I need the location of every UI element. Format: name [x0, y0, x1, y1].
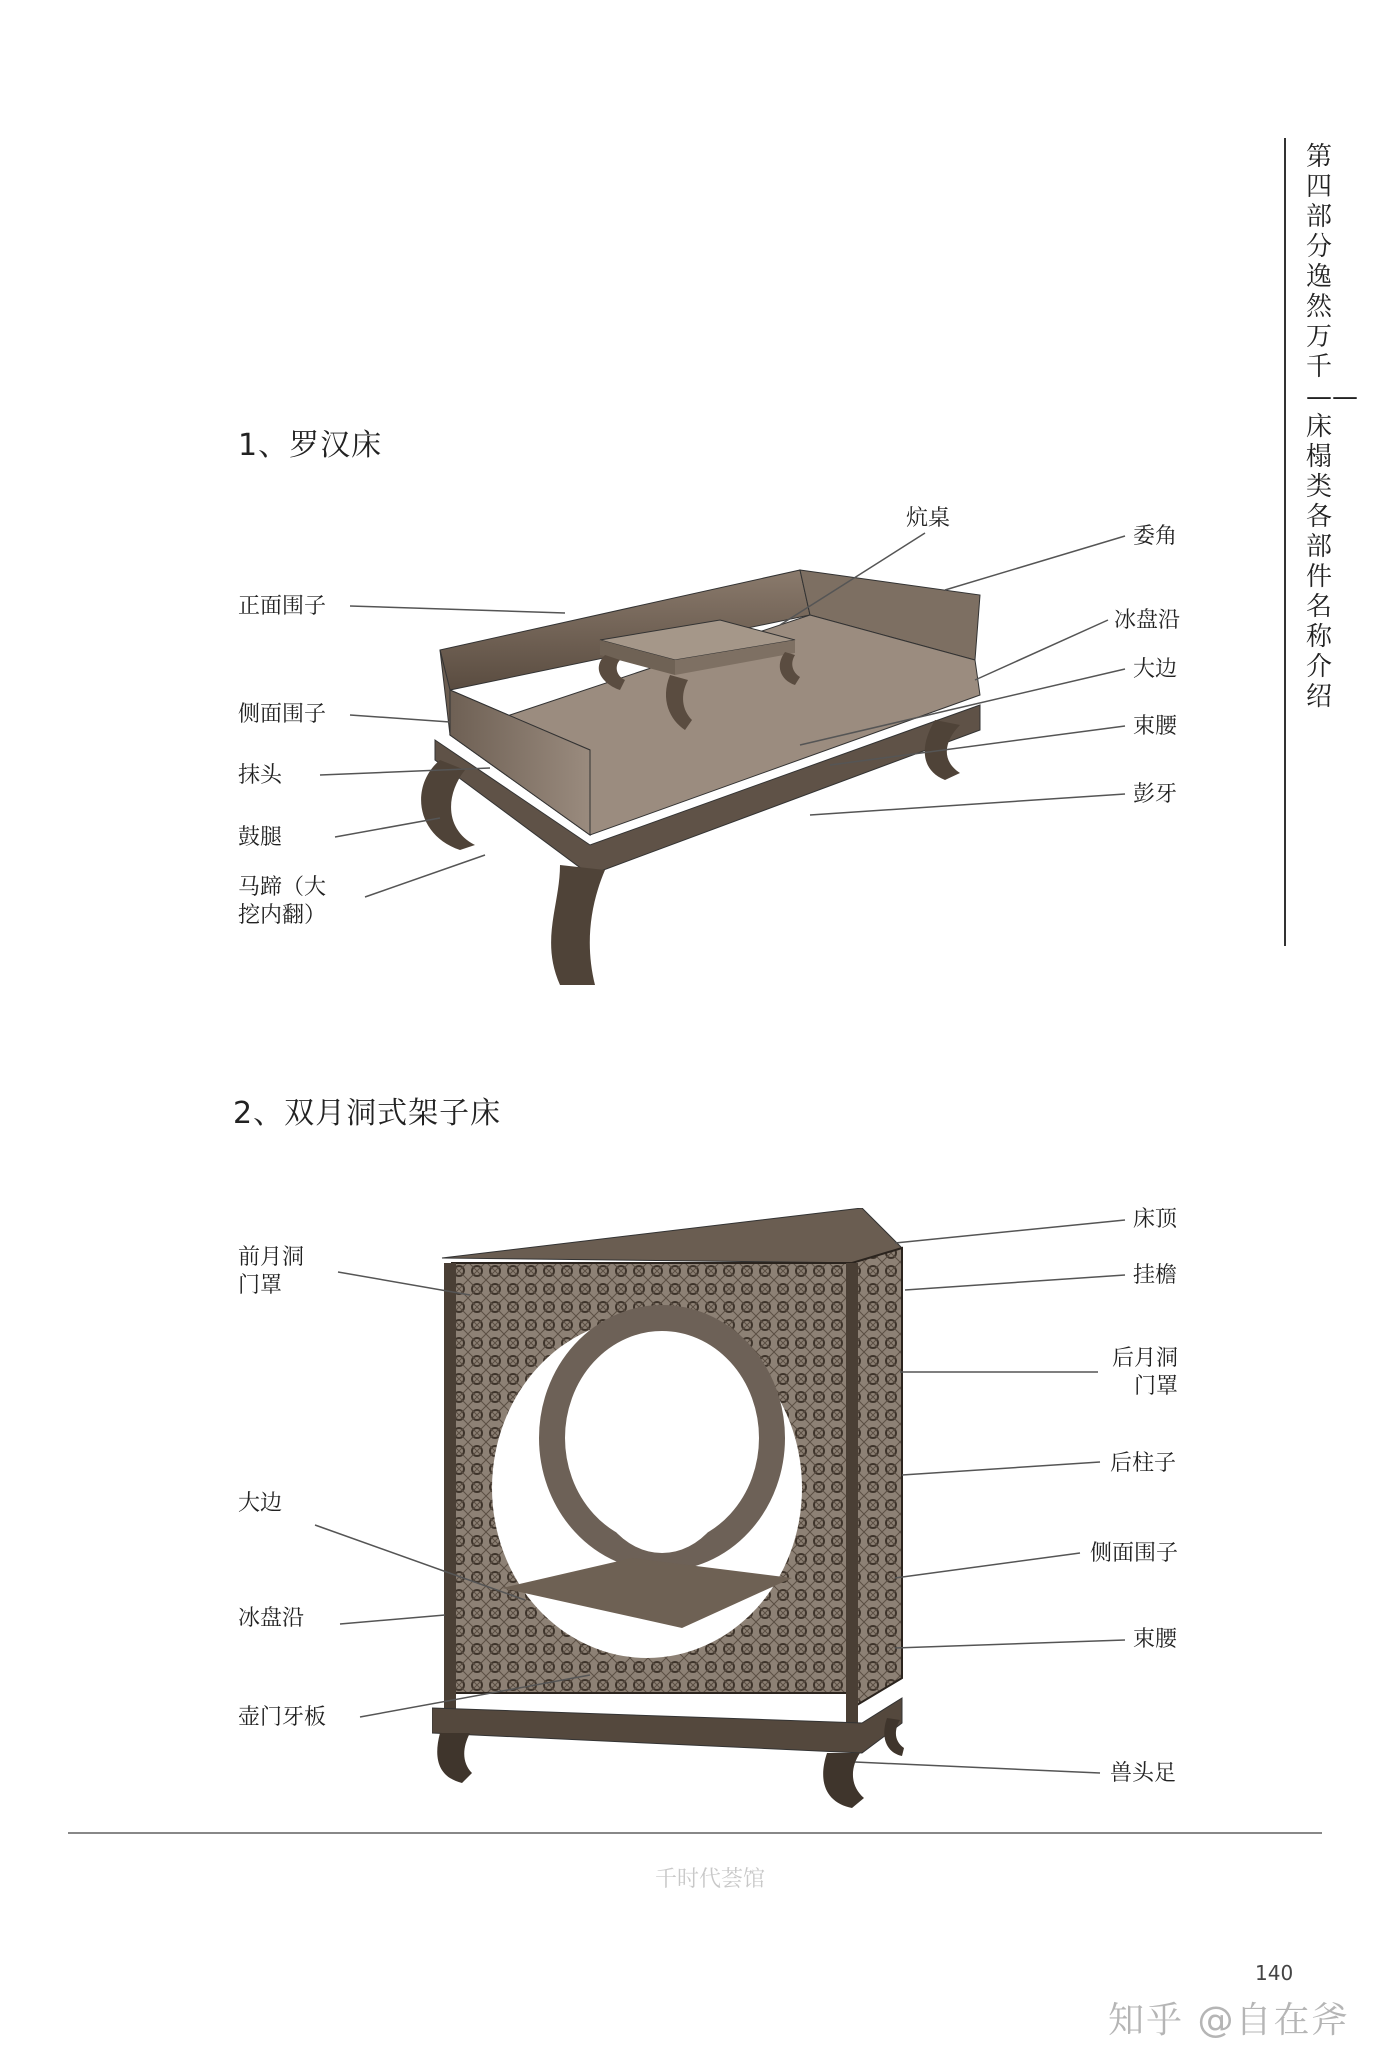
- label-kunmen-apron: 壶门牙板: [238, 1705, 327, 1730]
- label-beast-head-foot: 兽头足: [1110, 1761, 1177, 1786]
- label-kang-table: 炕桌: [906, 506, 951, 531]
- label-main-edge: 大边: [1133, 657, 1178, 682]
- label-back-post: 后柱子: [1110, 1451, 1177, 1476]
- section-title-luohan-bed: 1、罗汉床: [238, 428, 383, 463]
- label-back-moon-gate: 后月洞门罩: [1111, 1346, 1178, 1399]
- chapter-side-title: 第四部分 逸然万千——床榻类各部件名称介绍: [1306, 142, 1358, 712]
- zhihu-watermark: 知乎 @自在斧: [1108, 2000, 1350, 2041]
- publisher-watermark: 千时代荟馆: [655, 1867, 766, 1892]
- page-number: 140: [1255, 1961, 1294, 1985]
- label-apron: 彭牙: [1133, 782, 1178, 807]
- label-waist: 束腰: [1133, 714, 1178, 739]
- label-bed-side-rail: 侧面围子: [1090, 1541, 1179, 1566]
- footer-divider: [68, 1832, 1322, 1834]
- label-side-rail: 侧面围子: [238, 702, 327, 727]
- label-hanging-eave: 挂檐: [1133, 1263, 1178, 1288]
- label-horse-hoof-foot: 马蹄（大挖内翻）: [238, 875, 327, 928]
- label-bed-canopy-top: 床顶: [1133, 1207, 1178, 1232]
- label-ice-plate-edge: 冰盘沿: [1114, 608, 1181, 633]
- label-front-moon-gate: 前月洞门罩: [238, 1245, 305, 1298]
- label-front-rail: 正面围子: [238, 594, 327, 619]
- section-title-canopy-bed: 2、双月洞式架子床: [233, 1096, 502, 1131]
- label-recessed-corner: 委角: [1133, 524, 1178, 549]
- label-bed-ice-plate-edge: 冰盘沿: [238, 1606, 305, 1631]
- label-bed-waist: 束腰: [1133, 1627, 1178, 1652]
- label-bed-main-edge: 大边: [238, 1491, 283, 1516]
- label-bulging-leg: 鼓腿: [238, 825, 283, 850]
- label-frame-end: 抹头: [238, 763, 283, 788]
